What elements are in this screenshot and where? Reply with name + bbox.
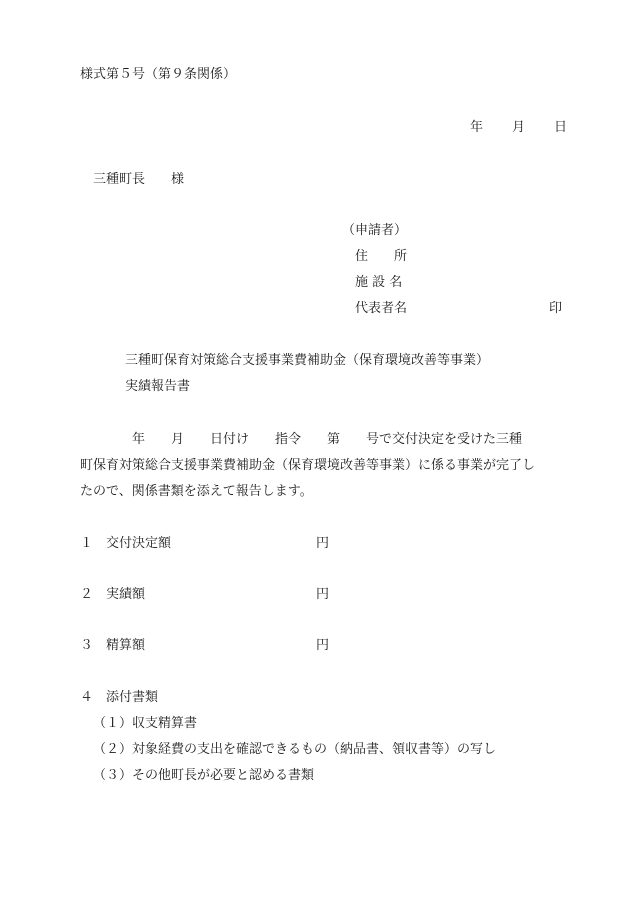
item-number-2: ２: [80, 587, 94, 602]
address-label: 住 所: [355, 249, 408, 264]
item-unit-1: 円: [316, 536, 330, 551]
representative-label: 代表者名: [355, 301, 408, 316]
item-unit-3: 円: [316, 638, 330, 653]
item-number-3: ３: [80, 638, 94, 653]
document-title-line1: 三種町保育対策総合支援事業費補助金（保育環境改善等事業）: [125, 353, 490, 368]
item-label-2: 実績額: [106, 587, 146, 602]
item-label-1: 交付決定額: [106, 536, 172, 551]
applicant-heading: （申請者）: [342, 223, 408, 238]
item-unit-2: 円: [316, 587, 330, 602]
date-year: 年: [470, 120, 484, 135]
addressee: 三種町長 様: [93, 172, 185, 187]
attachments-number: ４: [80, 690, 94, 705]
attachment-entry-3: （３）その他町長が必要と認める書類: [93, 768, 315, 783]
item-number-1: １: [80, 536, 94, 551]
date-day: 日: [554, 120, 568, 135]
body-line-3: たので、関係書類を添えて報告します。: [80, 484, 313, 499]
document-title-line2: 実績報告書: [125, 379, 191, 394]
seal-mark: 印: [549, 301, 563, 316]
attachment-entry-1: （１）収支精算書: [93, 716, 198, 731]
form-number: 様式第５号（第９条関係）: [80, 67, 237, 82]
body-line-1: 年 月 日付け 指令 第 号で交付決定を受けた三種: [80, 432, 523, 447]
attachment-entry-2: （２）対象経費の支出を確認できるもの（納品書、領収書等）の写し: [93, 742, 497, 757]
attachments-label: 添付書類: [106, 690, 159, 705]
item-label-3: 精算額: [106, 638, 146, 653]
date-month: 月: [512, 120, 526, 135]
body-line-2: 町保育対策総合支援事業費補助金（保育環境改善等事業）に係る事業が完了し: [80, 458, 536, 473]
facility-label: 施 設 名: [355, 275, 403, 290]
